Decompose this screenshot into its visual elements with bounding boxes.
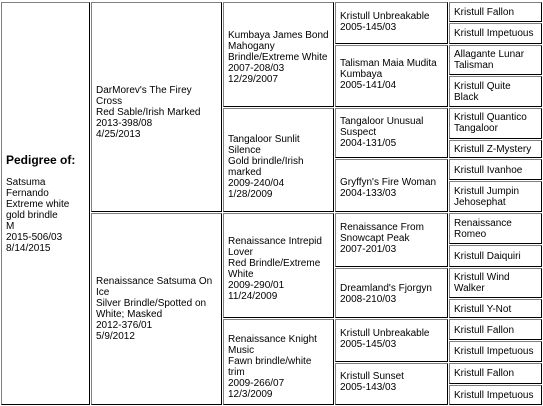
ancestor-cell: [449, 181, 542, 212]
info-line: Walker: [454, 283, 485, 294]
info-line: Mahogany: [228, 41, 275, 52]
ancestor-info: [340, 371, 444, 393]
pedigree-heading: Pedigree of:: [6, 153, 76, 167]
ancestor-info: [454, 304, 538, 315]
ancestor-cell: [335, 45, 448, 107]
subject-color-line-2: gold brindle: [6, 210, 58, 221]
info-line: Renaissance Knight: [228, 334, 317, 345]
info-line: Renaissance Satsuma On: [96, 276, 213, 287]
info-line: Kristull Jumpin: [454, 186, 520, 197]
info-line: Kristull Quantico: [454, 112, 527, 123]
ancestor-cell: [449, 341, 542, 362]
info-line: Black: [454, 92, 479, 103]
info-line: Fawn brindle/white trim: [228, 356, 315, 378]
ancestor-info: [340, 58, 444, 91]
info-line: Kumbaya James Bond: [228, 30, 329, 41]
info-line: Tangaloor Unusual: [340, 116, 424, 127]
subject-name-line-2: Fernando: [6, 188, 49, 199]
info-line: 2005-145/03: [340, 22, 397, 33]
ancestor-cell: [449, 45, 542, 75]
info-line: 2008-210/03: [340, 294, 397, 305]
info-line: Renaissance: [454, 218, 512, 229]
ancestor-cell: [335, 108, 448, 158]
ancestor-info: [454, 144, 538, 155]
subject-registration: 2015-506/03: [6, 232, 63, 243]
ancestor-cell: [449, 319, 542, 340]
ancestor-cell: [223, 2, 334, 107]
info-line: Kristull Impetuous: [454, 346, 534, 357]
ancestor-cell: [335, 268, 448, 318]
info-line: 2009-290/01: [228, 280, 285, 291]
ancestor-info: [454, 251, 538, 262]
info-line: Gryffyn's Fire Woman: [340, 177, 437, 188]
info-line: Silence: [228, 145, 261, 156]
info-line: Kumbaya: [340, 69, 383, 80]
info-line: 12/29/2007: [228, 74, 279, 85]
ancestor-cell: [449, 76, 542, 107]
ancestor-info: [454, 346, 538, 357]
info-line: Tangaloor: [454, 123, 498, 134]
subject-sex: M: [6, 221, 15, 232]
ancestor-cell: [223, 319, 334, 405]
info-line: Kristull Impetuous: [454, 28, 534, 39]
ancestor-info: [454, 272, 538, 294]
info-line: Red Sable/Irish Marked: [96, 107, 201, 118]
info-line: Kristull Sunset: [340, 371, 404, 382]
ancestor-info: [454, 49, 538, 71]
info-line: 2007-208/03: [228, 63, 285, 74]
ancestor-info: [228, 134, 330, 200]
ancestor-info: [454, 218, 538, 240]
info-line: 2005-143/03: [340, 382, 397, 393]
ancestor-info: [454, 368, 538, 379]
info-line: Renaissance From: [340, 222, 424, 233]
ancestor-cell: [335, 363, 448, 405]
info-line: Kristull Fallon: [454, 7, 515, 18]
info-line: Jehosephat: [454, 197, 506, 208]
subject-info: [6, 153, 86, 254]
info-line: White: [228, 269, 254, 280]
ancestor-cell: [449, 363, 542, 384]
ancestor-info: [340, 11, 444, 33]
info-line: Kristull Ivanhoe: [454, 165, 523, 176]
ancestor-info: [228, 30, 330, 85]
ancestor-info: [340, 283, 444, 305]
info-line: 1/28/2009: [228, 189, 273, 200]
ancestor-info: [228, 236, 330, 302]
ancestor-info: [454, 112, 538, 134]
info-line: Brindle/Extreme White: [228, 52, 328, 63]
info-line: Talisman: [454, 60, 494, 71]
info-line: Red Brindle/Extreme: [228, 258, 321, 269]
info-line: Kristull Daiquiri: [454, 251, 521, 262]
subject-birthdate: 8/14/2015: [6, 243, 51, 254]
ancestor-info: [340, 222, 444, 255]
ancestor-cell: [223, 213, 334, 318]
info-line: Gold brindle/Irish: [228, 156, 304, 167]
info-line: 2007-201/03: [340, 244, 397, 255]
ancestor-info: [340, 177, 444, 199]
info-line: Renaissance Intrepid: [228, 236, 322, 247]
info-line: 11/24/2009: [228, 291, 278, 302]
info-line: Dreamland's Fjorgyn: [340, 283, 432, 294]
info-line: Kristull Fallon: [454, 325, 515, 336]
info-line: Ice: [96, 287, 110, 298]
ancestor-info: [228, 334, 330, 400]
ancestor-cell: [449, 385, 542, 405]
info-line: Kristull Wind: [454, 272, 510, 283]
ancestor-cell: [449, 140, 542, 158]
ancestor-info: [454, 81, 538, 103]
subject-color-line-1: Extreme white: [6, 199, 70, 210]
ancestor-info: [340, 328, 444, 350]
info-line: 12/3/2009: [228, 389, 273, 400]
ancestor-cell: [449, 23, 542, 44]
info-line: Tangaloor Sunlit: [228, 134, 300, 145]
ancestor-cell: [91, 213, 222, 405]
info-line: 2009-266/07: [228, 378, 285, 389]
info-line: Snowcapt Peak: [340, 233, 410, 244]
info-line: 2005-145/03: [340, 339, 397, 350]
info-line: Kristull Y-Not: [454, 304, 512, 315]
ancestor-info: [96, 276, 218, 342]
info-line: Talisman Maia Mudita: [340, 58, 437, 69]
info-line: DarMorev's The Firey Cross: [96, 85, 195, 107]
info-line: Romeo: [454, 229, 487, 240]
info-line: 4/25/2013: [96, 129, 141, 140]
subject-cell: [1, 2, 90, 405]
info-line: Kristull Unbreakable: [340, 11, 430, 22]
info-line: 5/9/2012: [96, 331, 135, 342]
info-line: Kristull Impetuous: [454, 390, 534, 401]
ancestor-cell: [449, 159, 542, 180]
info-line: Kristull Z-Mystery: [454, 144, 532, 155]
ancestor-cell: [335, 319, 448, 362]
ancestor-cell: [449, 245, 542, 267]
info-line: Silver Brindle/Spotted on: [96, 298, 207, 309]
ancestor-cell: [449, 299, 542, 318]
ancestor-cell: [335, 2, 448, 44]
info-line: Kristull Unbreakable: [340, 328, 430, 339]
ancestor-info: [454, 165, 538, 176]
info-line: Suspect: [340, 127, 377, 138]
info-line: 2013-398/08: [96, 118, 153, 129]
ancestor-info: [96, 85, 218, 140]
ancestor-cell: [223, 108, 334, 212]
info-line: 2004-131/05: [340, 138, 397, 149]
ancestor-cell: [449, 108, 542, 139]
info-line: 2009-240/04: [228, 178, 285, 189]
ancestor-cell: [449, 213, 542, 244]
info-line: Music: [228, 345, 255, 356]
info-line: Allagante Lunar: [454, 49, 525, 60]
ancestor-cell: [91, 2, 222, 212]
ancestor-info: [454, 325, 538, 336]
info-line: Lover: [228, 247, 254, 258]
ancestor-info: [454, 390, 538, 401]
info-line: marked: [228, 167, 262, 178]
ancestor-info: [454, 186, 538, 208]
ancestor-cell: [449, 2, 542, 22]
ancestor-info: [340, 116, 444, 149]
ancestor-cell: [335, 159, 448, 212]
subject-name-line-1: Satsuma: [6, 177, 46, 188]
ancestor-cell: [449, 268, 542, 298]
info-line: 2012-376/01: [96, 320, 153, 331]
info-line: 2004-133/03: [340, 188, 397, 199]
info-line: White; Masked: [96, 309, 163, 320]
info-line: Kristull Fallon: [454, 368, 515, 379]
ancestor-info: [454, 7, 538, 18]
info-line: 2005-141/04: [340, 80, 397, 91]
ancestor-cell: [335, 213, 448, 267]
info-line: Kristull Quite: [454, 81, 511, 92]
ancestor-info: [454, 28, 538, 39]
